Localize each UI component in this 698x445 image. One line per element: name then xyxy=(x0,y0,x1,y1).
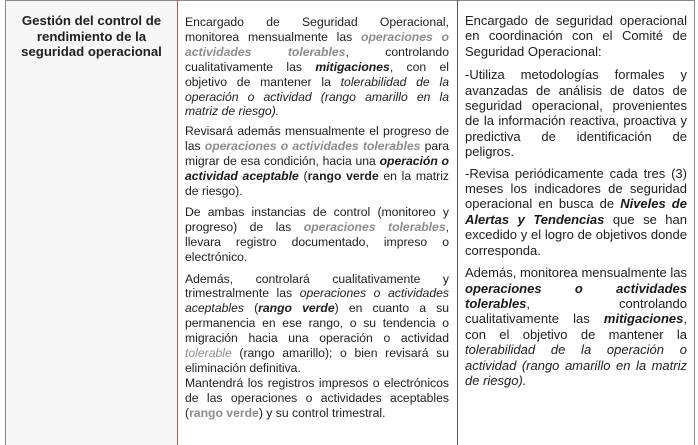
text-run: ( xyxy=(243,301,259,316)
term-green-range: rango verde xyxy=(189,405,259,420)
committee-cell xyxy=(458,1,695,445)
term-tolerability: tolerabilidad de la operación o actividad xyxy=(185,74,449,104)
paragraph-methodologies xyxy=(465,67,687,159)
table-row xyxy=(6,1,695,445)
text-run: -Utiliza metodologías formales y avanzadas de análisis de datos de seguridad operacional, provenientes de la información reactiva, proactiva y predictiva de identificación de peligros. xyxy=(465,67,687,160)
paragraph-progress-review xyxy=(185,124,449,199)
text-run: Encargado de Seguridad Operacional, monitorea mensualmente las xyxy=(185,15,449,44)
term-acceptable-operations: operaciones o actividades aceptables xyxy=(185,286,449,316)
monitoring-cell xyxy=(178,1,458,445)
row-header-title: Gestión del control de rendimiento de la seguridad operacional xyxy=(21,13,162,59)
term-acceptable-operation: operación o actividad aceptable xyxy=(185,154,449,184)
row-header-cell xyxy=(6,1,178,445)
text-run: (rango amarillo en la matriz de riesgo). xyxy=(185,89,449,119)
text-run: que se han excedido y el logro de objetivos donde corresponda. xyxy=(465,211,688,258)
paragraph-monthly-monitoring xyxy=(465,265,687,388)
text-run: , llevara registro documentado, impreso o electrónico. xyxy=(185,219,449,264)
paragraph-quarterly-review xyxy=(465,166,687,258)
text-run: Además, monitorea mensualmente las xyxy=(465,265,687,281)
term-tolerable-operations: operaciones tolerables xyxy=(303,219,446,234)
text-run: ( xyxy=(298,169,308,184)
text-run: ) en cuanto a su permanencia en ese rango, o su tendencia o migración hacia una operación o actividad xyxy=(185,301,449,346)
text-run: Además, controlará cualitativamente y trimestralmente las xyxy=(185,271,449,301)
paragraph-monthly-monitoring xyxy=(185,15,449,119)
term-tolerable-operations: operaciones o actividades tolerables xyxy=(204,139,421,154)
term-tolerable: tolerable xyxy=(185,346,232,361)
text-run: (rango amarillo en la matriz de riesgo). xyxy=(465,357,687,388)
text-run: Encargado de seguridad operacional en coordinación con el Comité de Seguridad Operacional: xyxy=(465,13,687,59)
paragraph-records-maintenance xyxy=(185,376,449,421)
text-run: Mantendrá los registros impresos o electrónicos de las operaciones o actividades aceptables ( xyxy=(185,375,449,420)
text-run: ) y su control trimestral. xyxy=(258,405,386,420)
term-mitigations: mitigaciones xyxy=(603,311,684,327)
text-run: , controlando cualitativamente las xyxy=(465,295,687,327)
term-tolerable-operations: operaciones o actividades tolerables xyxy=(185,29,449,59)
text-run: , con el objetivo de mantener la xyxy=(185,59,449,89)
text-run: De ambas instancias de control (monitoreo y progreso) de las xyxy=(185,204,449,234)
term-mitigations: mitigaciones xyxy=(315,59,390,74)
term-alert-levels: Niveles de Alertas y Tendencias xyxy=(465,196,687,227)
control-table xyxy=(5,0,695,445)
term-green-range: rango verde xyxy=(307,169,379,184)
text-run: (rango amarillo); o bien revisará su eliminación definitiva. xyxy=(185,346,449,375)
text-run: en la matriz de riesgo). xyxy=(185,169,450,198)
term-tolerability: tolerabilidad de la operación o actividad xyxy=(465,342,687,373)
text-run: , con el objetivo de mantener la xyxy=(465,311,687,342)
text-run: Revisará además mensualmente el progreso de las xyxy=(185,124,449,154)
term-tolerable-operations: operaciones o actividades tolerables xyxy=(465,280,687,311)
text-run: para migrar de esa condición, hacia una xyxy=(185,139,450,169)
paragraph-coordination xyxy=(465,13,687,59)
paragraph-quarterly-control xyxy=(185,272,449,376)
paragraph-record-keeping xyxy=(185,205,449,265)
text-run: , controlando cualitativamente las xyxy=(185,44,449,74)
text-run: -Revisa periódicamente cada tres (3) meses los indicadores de seguridad operacional en busca de xyxy=(465,165,687,212)
term-green-range: rango verde xyxy=(258,301,335,316)
